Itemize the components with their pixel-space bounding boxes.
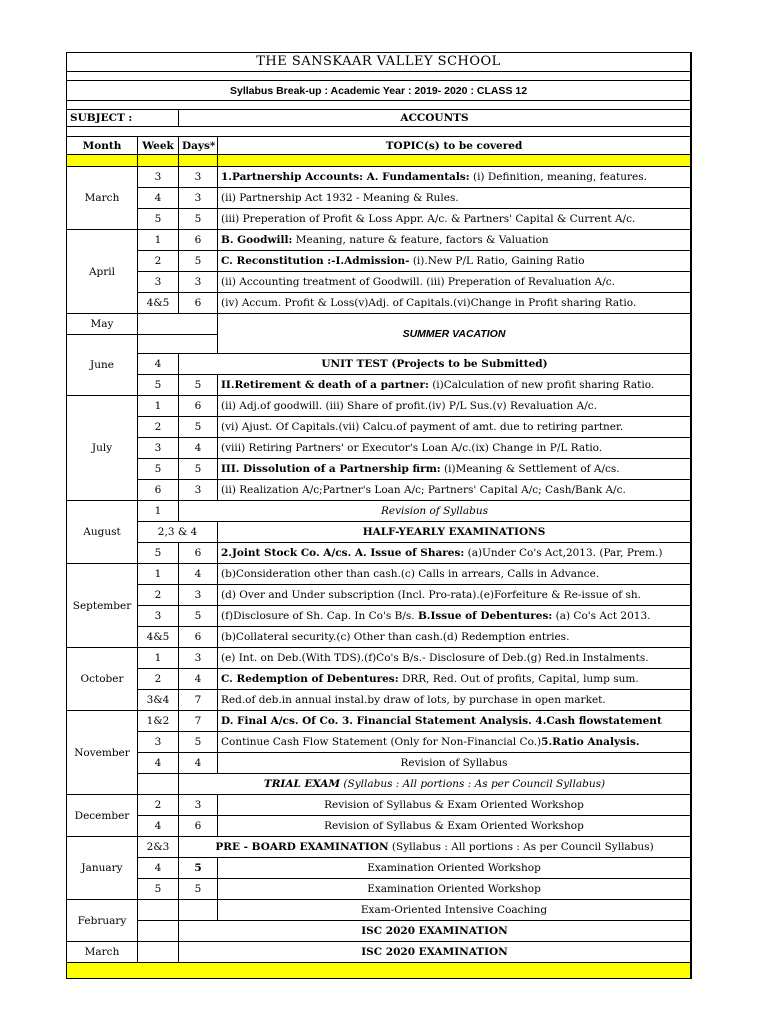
pre-board-title: PRE - BOARD EXAMINATION	[215, 841, 389, 853]
week-cell: 1	[138, 501, 179, 522]
syllabus-sheet	[66, 52, 692, 979]
days-cell: 5	[179, 209, 218, 230]
days-cell: 7	[179, 690, 218, 711]
topic-bold: C. Redemption of Debentures:	[221, 673, 399, 685]
col-topic-header: TOPIC(s) to be covered	[218, 137, 691, 155]
isc-exam: ISC 2020 EXAMINATION	[179, 942, 691, 963]
week-cell: 2,3 & 4	[138, 522, 218, 543]
topic-cell: (ii) Partnership Act 1932 - Meaning & Rules.	[218, 188, 691, 209]
school-name: THE SANSKAAR VALLEY SCHOOL	[67, 53, 691, 72]
week-cell: 5	[138, 879, 179, 900]
topic-bold: III. Dissolution of a Partnership firm:	[221, 463, 441, 475]
topic-cell: (d) Over and Under subscription (Incl. Pro-rata).(e)Forfeiture & Re-issue of sh.	[218, 585, 691, 606]
month-cell: November	[67, 711, 138, 795]
week-cell: 3	[138, 606, 179, 627]
topic-cell	[218, 606, 691, 627]
empty-cell	[138, 335, 218, 354]
spacer-row	[67, 127, 691, 137]
month-cell: July	[67, 396, 138, 501]
month-cell: April	[67, 230, 138, 314]
topic-text: DRR, Red. Out of profits, Capital, lump sum.	[398, 673, 639, 685]
topic-bold: II.Retirement & death of a partner:	[221, 379, 429, 391]
week-cell: 3	[138, 167, 179, 188]
month-cell: March	[67, 167, 138, 230]
topic-cell: Revision of Syllabus & Exam Oriented Workshop	[218, 816, 691, 837]
empty-cell	[138, 921, 179, 942]
topic-text: (i) Definition, meaning, features.	[469, 171, 647, 183]
syllabus-table	[66, 52, 691, 979]
week-cell: 3	[138, 272, 179, 293]
topic-cell: (b)Consideration other than cash.(c) Calls in arrears, Calls in Advance.	[218, 564, 691, 585]
days-cell: 6	[179, 816, 218, 837]
week-cell: 3&4	[138, 690, 179, 711]
days-cell: 5	[179, 858, 218, 879]
week-cell: 4	[138, 188, 179, 209]
topic-cell: (viii) Retiring Partners' or Executor's Loan A/c.(ix) Change in P/L Ratio.	[218, 438, 691, 459]
days-cell: 3	[179, 272, 218, 293]
month-cell: December	[67, 795, 138, 837]
highlight-cell	[218, 155, 691, 167]
syllabus-title: Syllabus Break-up : Academic Year : 2019- 2020 : CLASS 12	[67, 81, 691, 101]
topic-bold: C. Reconstitution :-I.Admission-	[221, 255, 410, 267]
days-cell: 4	[179, 669, 218, 690]
empty-cell	[179, 900, 218, 921]
days-cell: 3	[179, 480, 218, 501]
month-cell: March	[67, 942, 138, 963]
days-cell: 6	[179, 293, 218, 314]
days-cell: 4	[179, 438, 218, 459]
topic-cell: Examination Oriented Workshop	[218, 858, 691, 879]
spacer-row	[67, 72, 691, 81]
topic-cell: (iv) Accum. Profit & Loss(v)Adj. of Capitals.(vi)Change in Profit sharing Ratio.	[218, 293, 691, 314]
topic-cell: (ii) Realization A/c;Partner's Loan A/c; Partners' Capital A/c; Cash/Bank A/c.	[218, 480, 691, 501]
days-cell: 6	[179, 396, 218, 417]
week-cell: 5	[138, 543, 179, 564]
month-cell: May	[67, 314, 138, 335]
month-cell: June	[67, 335, 138, 396]
week-cell: 1	[138, 230, 179, 251]
topic-cell: (iii) Preperation of Profit & Loss Appr. A/c. & Partners' Capital & Current A/c.	[218, 209, 691, 230]
days-cell: 3	[179, 167, 218, 188]
topic-cell: (b)Collateral security.(c) Other than cash.(d) Redemption entries.	[218, 627, 691, 648]
week-cell: 4&5	[138, 293, 179, 314]
topic-cell	[218, 669, 691, 690]
week-cell: 1	[138, 648, 179, 669]
week-cell: 3	[138, 438, 179, 459]
empty-cell	[138, 942, 179, 963]
highlight-cell	[138, 155, 179, 167]
topic-bold: 2.Joint Stock Co. A/cs. A. Issue of Shares:	[221, 547, 465, 559]
empty-cell	[138, 900, 179, 921]
topic-cell	[218, 543, 691, 564]
month-cell: February	[67, 900, 138, 942]
week-cell: 4	[138, 753, 179, 774]
revision-of-syllabus: Revision of Syllabus	[179, 501, 691, 522]
topic-cell: D. Final A/cs. Of Co. 3. Financial Statement Analysis. 4.Cash flowstatement	[218, 711, 691, 732]
topic-cell: Revision of Syllabus & Exam Oriented Workshop	[218, 795, 691, 816]
topic-cell: Examination Oriented Workshop	[218, 879, 691, 900]
days-cell: 6	[179, 543, 218, 564]
week-cell: 2	[138, 251, 179, 272]
topic-bold: B. Goodwill:	[221, 234, 293, 246]
days-cell: 7	[179, 711, 218, 732]
topic-cell: (e) Int. on Deb.(With TDS).(f)Co's B/s.- Disclosure of Deb.(g) Red.in Instalments.	[218, 648, 691, 669]
days-cell: 5	[179, 417, 218, 438]
week-cell: 4	[138, 858, 179, 879]
days-cell: 3	[179, 188, 218, 209]
days-cell: 5	[179, 879, 218, 900]
days-cell: 3	[179, 648, 218, 669]
topic-cell: (ii) Accounting treatment of Goodwill. (iii) Preperation of Revaluation A/c.	[218, 272, 691, 293]
week-cell: 2	[138, 585, 179, 606]
days-cell: 5	[179, 606, 218, 627]
topic-text: (a) Co's Act 2013.	[552, 610, 651, 622]
topic-bold: 1.Partnership Accounts: A. Fundamentals:	[221, 171, 470, 183]
topic-text: (i).New P/L Ratio, Gaining Ratio	[409, 255, 585, 267]
spacer-row	[67, 101, 691, 110]
week-cell: 2	[138, 795, 179, 816]
week-cell: 2&3	[138, 837, 179, 858]
topic-cell	[218, 732, 691, 753]
days-cell: 3	[179, 585, 218, 606]
topic-text: (i)Meaning & Settlement of A/cs.	[440, 463, 620, 475]
pre-board-note: (Syllabus : All portions : As per Council Syllabus)	[388, 841, 654, 853]
col-days-header: Days*	[179, 137, 218, 155]
topic-cell	[218, 459, 691, 480]
highlight-cell	[67, 155, 138, 167]
days-cell: 4	[179, 564, 218, 585]
topic-cell	[218, 375, 691, 396]
week-cell: 1&2	[138, 711, 179, 732]
week-cell: 3	[138, 732, 179, 753]
month-cell: September	[67, 564, 138, 648]
days-cell: 3	[179, 795, 218, 816]
subject-name: ACCOUNTS	[179, 110, 691, 127]
days-cell: 5	[179, 251, 218, 272]
topic-cell	[218, 251, 691, 272]
week-cell: 4	[138, 354, 179, 375]
topic-cell: (ii) Adj.of goodwill. (iii) Share of profit.(iv) P/L Sus.(v) Revaluation A/c.	[218, 396, 691, 417]
days-cell: 5	[179, 375, 218, 396]
empty-cell	[138, 774, 179, 795]
topic-cell: Revision of Syllabus	[218, 753, 691, 774]
empty-cell	[138, 314, 218, 335]
col-week-header: Week	[138, 137, 179, 155]
days-cell: 5	[179, 459, 218, 480]
days-cell: 4	[179, 753, 218, 774]
topic-text: Meaning, nature & feature, factors & Valuation	[292, 234, 549, 246]
week-cell: 2	[138, 417, 179, 438]
highlight-cell	[179, 155, 218, 167]
topic-cell: Exam-Oriented Intensive Coaching	[218, 900, 691, 921]
month-cell: October	[67, 648, 138, 711]
highlight-footer	[67, 963, 691, 979]
summer-vacation: SUMMER VACATION	[218, 314, 691, 354]
topic-text: (a)Under Co's Act,2013. (Par, Prem.)	[464, 547, 663, 559]
topic-text: (i)Calculation of new profit sharing Ratio.	[428, 379, 655, 391]
days-cell: 6	[179, 627, 218, 648]
isc-exam: ISC 2020 EXAMINATION	[179, 921, 691, 942]
trial-exam-note: (Syllabus : All portions : As per Council Syllabus)	[340, 778, 606, 790]
half-yearly-exams: HALF-YEARLY EXAMINATIONS	[218, 522, 691, 543]
subject-label: SUBJECT :	[67, 110, 179, 127]
week-cell: 5	[138, 209, 179, 230]
days-cell: 6	[179, 230, 218, 251]
topic-bold: B.Issue of Debentures:	[417, 610, 553, 622]
topic-cell	[218, 230, 691, 251]
topic-cell	[218, 167, 691, 188]
month-cell: August	[67, 501, 138, 564]
col-month-header: Month	[67, 137, 138, 155]
week-cell: 4&5	[138, 627, 179, 648]
week-cell: 5	[138, 459, 179, 480]
week-cell: 5	[138, 375, 179, 396]
week-cell: 1	[138, 396, 179, 417]
pre-board-exam	[179, 837, 691, 858]
month-cell: January	[67, 837, 138, 900]
topic-bold: 5.Ratio Analysis.	[541, 736, 640, 748]
days-cell: 5	[179, 732, 218, 753]
week-cell: 4	[138, 816, 179, 837]
unit-test: UNIT TEST (Projects to be Submitted)	[179, 354, 691, 375]
week-cell: 1	[138, 564, 179, 585]
trial-exam-title: TRIAL EXAM	[263, 778, 341, 790]
topic-text: (f)Disclosure of Sh. Cap. In Co's B/s.	[221, 610, 418, 622]
topic-cell: Red.of deb.in annual instal.by draw of lots, by purchase in open market.	[218, 690, 691, 711]
trial-exam	[179, 774, 691, 795]
week-cell: 2	[138, 669, 179, 690]
topic-cell: (vi) Ajust. Of Capitals.(vii) Calcu.of payment of amt. due to retiring partner.	[218, 417, 691, 438]
topic-text: Continue Cash Flow Statement (Only for Non-Financial Co.)	[221, 736, 542, 748]
week-cell: 6	[138, 480, 179, 501]
